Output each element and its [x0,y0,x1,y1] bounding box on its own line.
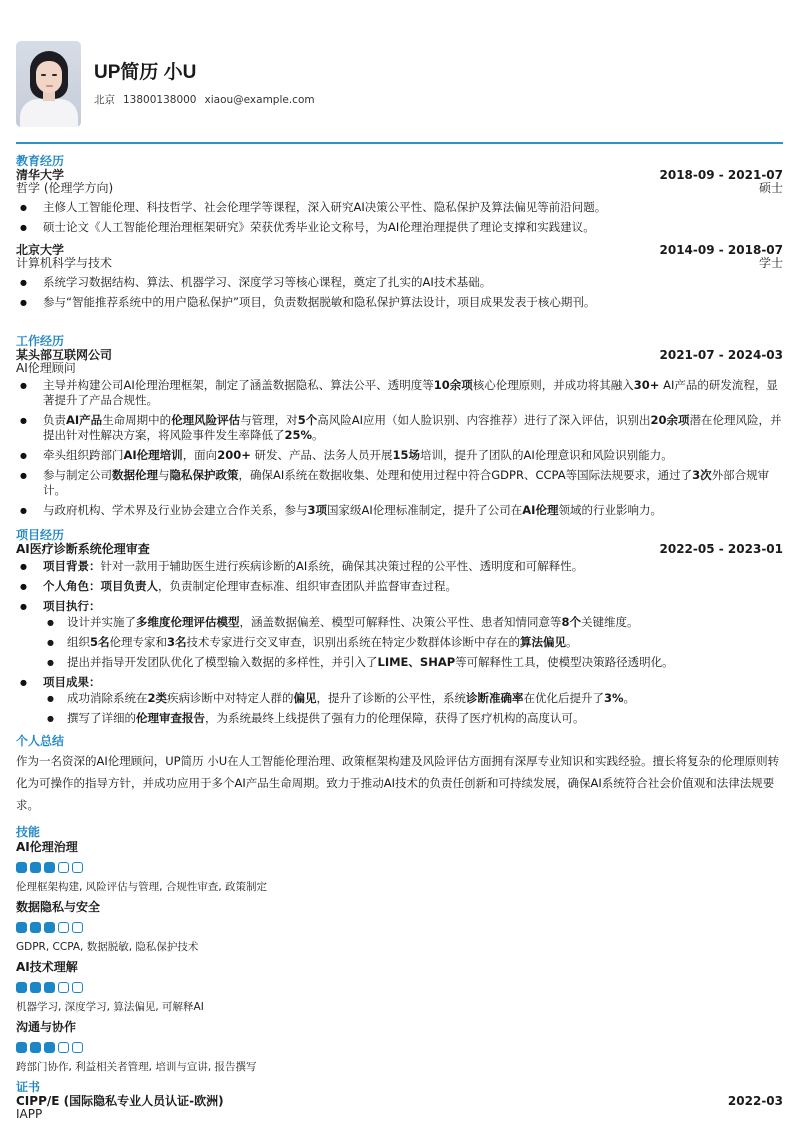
skill-level [16,1042,783,1053]
sub-list-item: ● 提出并指导开发团队优化了模型输入数据的多样性，并引入了LIME、SHAP等可解释性工具，使模型决策路径透明化。 [43,655,783,670]
education-section [16,154,783,315]
skill-keywords: GDPR, CCPA, 数据脱敏, 隐私保护技术 [16,941,199,953]
company-name: 某头部互联网公司 [16,348,113,362]
list-item: ● 项目成果： ● 成功消除系统在2类疾病诊断中对特定人群的偏见，提升了诊断的公平性，系统诊断准确率在优化后提升了3%。 ● 撰写了详细的伦理审查报告，为系统最终上线提供了强有力的伦理保障，获得了医疗机构的高度认可。 [16,675,783,726]
contact-city: 北京 [94,94,115,106]
school-name: 北京大学 [16,243,65,257]
project-name: AI医疗诊断系统伦理审查 [16,542,150,556]
job-title: AI伦理顾问 [16,361,76,375]
education-entry [16,168,783,235]
education-date: 2014-09 - 2018-07 [659,243,783,257]
summary-text: 作为一名资深的AI伦理顾问，UP简历 小U在人工智能伦理治理、政策框架构建及风险评估方面拥有深厚专业知识和实践经验。擅长将复杂的伦理原则转化为可操作的指导方针，并成功应用于多个AI产品生命周期。致力于推动AI技术的负责任创新和可持续发展，确保AI系统符合社会价值观和法律法规要求。 [16,754,780,812]
sub-list-item: ● 组织5名伦理专家和3名技术专家进行交叉审查，识别出系统在特定少数群体诊断中存在的算法偏见。 [43,635,783,650]
section-title-education: 教育经历 [16,154,65,168]
avatar [16,41,81,127]
list-item: ● 主修人工智能伦理、科技哲学、社会伦理学等课程，深入研究AI决策公平性、隐私保护及算法偏见等前沿问题。 [16,200,783,215]
skill-item [16,839,783,893]
skill-keywords: 机器学习, 深度学习, 算法偏见, 可解释AI [16,1001,204,1013]
skill-name: AI技术理解 [16,960,78,974]
contact-email: xiaou@example.com [204,94,315,106]
skill-keywords: 跨部门协作, 利益相关者管理, 培训与宣讲, 报告撰写 [16,1061,257,1073]
certificates-section [16,1080,783,1121]
skill-name: 数据隐私与安全 [16,900,101,914]
section-title-certificates: 证书 [16,1080,41,1094]
work-date: 2021-07 - 2024-03 [659,348,783,362]
list-item: ● 与政府机构、学术界及行业协会建立合作关系，参与3项国家级AI伦理标准制定，提升了公司在AI伦理领域的行业影响力。 [16,503,783,518]
section-title-work: 工作经历 [16,334,65,348]
list-item: ● 参与制定公司数据伦理与隐私保护政策，确保AI系统在数据收集、处理和使用过程中符合GDPR、CCPA等国际法规要求，通过了3次外部合规审计。 [16,468,783,498]
resume-header [16,0,783,143]
major: 计算机科学与技术 [16,256,113,270]
list-item: ● 主导并构建公司AI伦理治理框架，制定了涵盖数据隐私、算法公平、透明度等10余项核心伦理原则，并成功将其融入30+ AI产品的研发流程，显著提升了产品合规性。 [16,378,783,408]
list-item: ● 个人角色：项目负责人，负责制定伦理审查标准、组织审查团队并监督审查过程。 [16,579,783,594]
skill-item [16,1019,783,1073]
certificate-name: CIPP/E (国际隐私专业人员认证-欧洲) [16,1094,224,1108]
contact-phone: 13800138000 [123,94,197,106]
list-item: ● 参与“智能推荐系统中的用户隐私保护”项目，负责数据脱敏和隐私保护算法设计，项目成果发表于核心期刊。 [16,295,783,310]
skills-section [16,825,783,1079]
skill-keywords: 伦理框架构建, 风险评估与管理, 合规性审查, 政策制定 [16,881,268,893]
project-section [16,528,783,731]
skill-level [16,982,783,993]
summary-section [16,734,783,816]
section-title-project: 项目经历 [16,528,65,542]
skill-level [16,862,783,873]
header-divider [16,142,783,144]
list-item: ● 系统学习数据结构、算法、机器学习、深度学习等核心课程，奠定了扎实的AI技术基础。 [16,275,783,290]
skill-item [16,959,783,1013]
project-date: 2022-05 - 2023-01 [659,542,783,556]
sub-list-item: ● 成功消除系统在2类疾病诊断中对特定人群的偏见，提升了诊断的公平性，系统诊断准确率在优化后提升了3%。 [43,691,783,706]
list-item: ● 牵头组织跨部门AI伦理培训，面向200+ 研发、产品、法务人员开展15场培训，提升了团队的AI伦理意识和风险识别能力。 [16,448,783,463]
section-title-summary: 个人总结 [16,734,65,748]
degree: 学士 [758,256,783,270]
major: 哲学 (伦理学方向) [16,181,114,195]
skill-level [16,922,783,933]
list-item: ● 项目背景：针对一款用于辅助医生进行疾病诊断的AI系统，确保其决策过程的公平性、透明度和可解释性。 [16,559,783,574]
list-item: ● 硕士论文《人工智能伦理治理框架研究》荣获优秀毕业论文称号，为AI伦理治理提供了理论支撑和实践建议。 [16,220,783,235]
sub-list-item: ● 撰写了详细的伦理审查报告，为系统最终上线提供了强有力的伦理保障，获得了医疗机构的高度认可。 [43,711,783,726]
section-title-skills: 技能 [16,825,41,839]
skill-name: AI伦理治理 [16,840,78,854]
certificate-issuer: IAPP [16,1107,43,1121]
work-section [16,334,783,523]
list-item: ● 项目执行： ● 设计并实施了多维度伦理评估模型，涵盖数据偏差、模型可解释性、决策公平性、患者知情同意等8个关键维度。 ● 组织5名伦理专家和3名技术专家进行交叉审查，识别出系统在特定少数群体诊断中存在的算法偏见。 ● 提出并指导开发团队优化了模型输入数据的多样性，并引入了LIME、SHAP等可解释性工具，使模型决策路径透明化。 [16,599,783,670]
list-item: ● 负责AI产品生命周期中的伦理风险评估与管理，对5个高风险AI应用（如人脸识别、内容推荐）进行了深入评估，识别出20余项潜在伦理风险，并提出针对性解决方案，将风险事件发生率降低了25%。 [16,413,783,443]
contact-info [94,93,323,107]
degree: 硕士 [758,181,783,195]
sub-list-item: ● 设计并实施了多维度伦理评估模型，涵盖数据偏差、模型可解释性、决策公平性、患者知情同意等8个关键维度。 [43,615,783,630]
certificate-date: 2022-03 [727,1094,783,1108]
education-date: 2018-09 - 2021-07 [659,168,783,182]
resume-page [16,0,783,1121]
school-name: 清华大学 [16,168,65,182]
candidate-name: UP简历 小U [94,62,197,83]
skill-name: 沟通与协作 [16,1020,77,1034]
skill-item [16,899,783,953]
education-entry [16,243,783,310]
